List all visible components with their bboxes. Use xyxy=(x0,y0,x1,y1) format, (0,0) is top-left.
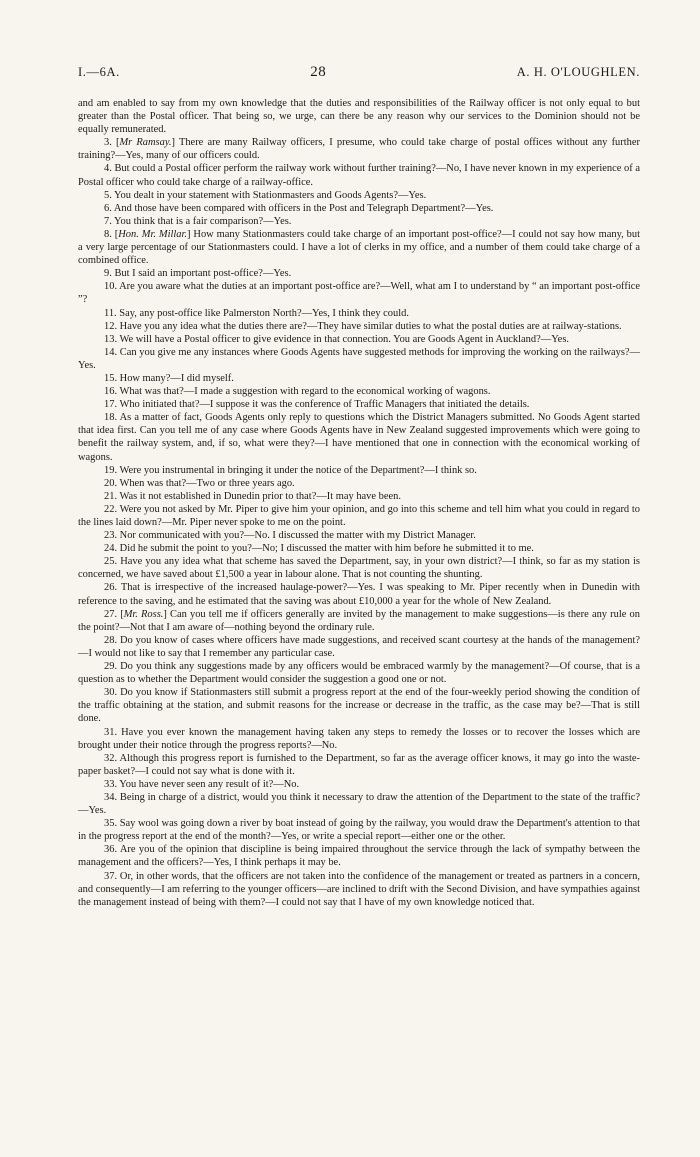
paragraph: 8. [Hon. Mr. Millar.] How many Stationmasters could take charge of an important post-office?—I could not say how many, but a very large percentage of our Stationmasters could. I have a lot of clerks in my office, and a number of them could take charge of a combined office. xyxy=(78,228,640,267)
paragraph: 30. Do you know if Stationmasters still submit a progress report at the end of the four-weekly period showing the condition of the traffic obtaining at the station, and submit reasons for the increase or decrease in the traffic, as the case may be?—That is still done. xyxy=(78,687,640,725)
paragraph: 5. You dealt in your statement with Stationmasters and Goods Agents?—Yes. xyxy=(104,189,427,201)
paragraph: 9. But I said an important post-office?—Yes. xyxy=(104,268,292,280)
paragraph: 36. Are you of the opinion that discipline is being impaired throughout the service through the lack of sympathy between the management and the officers?—Yes, I think perhaps it may be. xyxy=(78,844,640,869)
paragraph: 26. That is irrespective of the increased haulage-power?—Yes. I was speaking to Mr. Piper recently when in Dunedin with reference to the saving, and he estimated that the saving was about £10,000 a year for the whole of New Zealand. xyxy=(78,582,640,607)
paragraph: 23. Nor communicated with you?—No. I discussed the matter with my District Manager. xyxy=(104,530,476,542)
paragraph: 27. [Mr. Ross.] Can you tell me if officers generally are invited by the management to make suggestions—is there any rule on the point?—Not that I am aware of—nothing beyond the ordinary rule. xyxy=(78,608,640,633)
paragraph: 32. Although this progress report is furnished to the Department, so far as the average officer knows, it may go into the waste-paper basket?—I could not say what is done with it. xyxy=(78,752,640,777)
speaker-name: Mr Ramsay. xyxy=(119,137,172,149)
paragraph: 19. Were you instrumental in bringing it under the notice of the Department?—I think so. xyxy=(104,464,477,476)
paragraph: 18. As a matter of fact, Goods Agents only reply to questions which the District Managers submitted. No Goods Agent started that idea first. Can you tell me of any case where Goods Agents have in New Zealand suggested improvements which were going to benefit the railway system, and, if so, what were they?—I have mentioned that one in connection with the economical working of wagons. xyxy=(78,412,640,463)
paragraph: 37. Or, in other words, that the officers are not taken into the confidence of the management or treated as partners in a concern, and consequently—I am referring to the younger officers—are inclined to drift with the Second Division, and have sympathies against the management instead of being with them?—I could not say that I have of my own knowledge noticed that. xyxy=(78,870,640,908)
paragraph: 6. And those have been compared with officers in the Post and Telegraph Department?—Yes. xyxy=(104,202,494,214)
speaker-name: Hon. Mr. Millar. xyxy=(118,228,188,240)
paragraph: 24. Did he submit the point to you?—No; I discussed the matter with him before he submitted it to me. xyxy=(104,543,534,555)
paragraph: and am enabled to say from my own knowledge that the duties and responsibilities of the Railway officer is not only equal to but greater than the Postal officer. That being so, we urge, can there be any reason why our services to the Dominion should not be equally remunerated. xyxy=(78,98,640,136)
page-number: 28 xyxy=(310,64,327,80)
paragraph: 29. Do you think any suggestions made by any officers would be embraced warmly by the management?—Of course, that is a question as to whether the Department would consider the suggestion a good one or not. xyxy=(78,661,640,686)
paragraph: 11. Say, any post-office like Palmerston North?—Yes, I think they could. xyxy=(104,307,409,319)
paragraph: 22. Were you not asked by Mr. Piper to give him your opinion, and go into this scheme and tell him what you could in regard to the lines laid down?—Mr. Piper never spoke to me on the point. xyxy=(78,503,640,528)
paragraph: 34. Being in charge of a district, would you think it necessary to draw the attention of the Department to the state of the traffic?—Yes. xyxy=(78,791,640,817)
paragraph: 28. Do you know of cases where officers have made suggestions, and received scant courtesy at the hands of the management?—I would not like to say that I remember any particular case. xyxy=(78,634,640,659)
paragraph: 35. Say wool was going down a river by boat instead of going by the railway, you would draw the Department's attention to that in the progress report at the end of the month?—Yes, or write a special report—either one or the other. xyxy=(78,818,640,843)
document-body xyxy=(78,97,640,909)
witness-name: A. H. O'LOUGHLEN. xyxy=(516,65,640,79)
document-reference: I.—6A. xyxy=(78,65,120,79)
paragraph: 20. When was that?—Two or three years ago. xyxy=(104,477,295,489)
paragraph: 31. Have you ever known the management having taken any steps to remedy the losses or to recover the losses which are brought under their notice through the progress reports?—No. xyxy=(78,726,640,751)
paragraph: 25. Have you any idea what that scheme has saved the Department, say, in your own district?—I think, so far as my station is concerned, we have saved about £1,500 a year in labour alone. That is not counting the shunting. xyxy=(78,556,640,581)
paragraph: 17. Who initiated that?—I suppose it was the conference of Traffic Managers that initiated the details. xyxy=(104,399,530,411)
paragraph: 10. Are you aware what the duties at an important post-office are?—Well, what am I to understand by “ an important post-office ”? xyxy=(78,281,640,306)
paragraph: 12. Have you any idea what the duties there are?—They have similar duties to what the postal duties are at railway-stations. xyxy=(104,320,622,332)
paragraph: 7. You think that is a fair comparison?—Yes. xyxy=(104,215,292,227)
paragraph: 14. Can you give me any instances where Goods Agents have suggested methods for improving the working on the railways?—Yes. xyxy=(78,346,640,371)
paragraph: 13. We will have a Postal officer to give evidence in that connection. You are Goods Agent in Auckland?—Yes. xyxy=(104,333,569,345)
paragraph: 16. What was that?—I made a suggestion with regard to the economical working of wagons. xyxy=(104,386,491,398)
speaker-name: Mr. Ross. xyxy=(123,608,164,620)
paragraph: 33. You have never seen any result of it?—No. xyxy=(104,778,300,790)
page-header xyxy=(78,64,640,81)
paragraph: 21. Was it not established in Dunedin prior to that?—It may have been. xyxy=(104,490,401,502)
paragraph: 4. But could a Postal officer perform the railway work without further training?—No, I have never known in my experience of a Postal officer who could take charge of a railway-office. xyxy=(78,163,640,188)
paragraph: 3. [Mr Ramsay.] There are many Railway officers, I presume, who could take charge of postal offices without any further training?—Yes, many of our officers could. xyxy=(78,137,640,162)
paragraph: 15. How many?—I did myself. xyxy=(104,372,234,384)
